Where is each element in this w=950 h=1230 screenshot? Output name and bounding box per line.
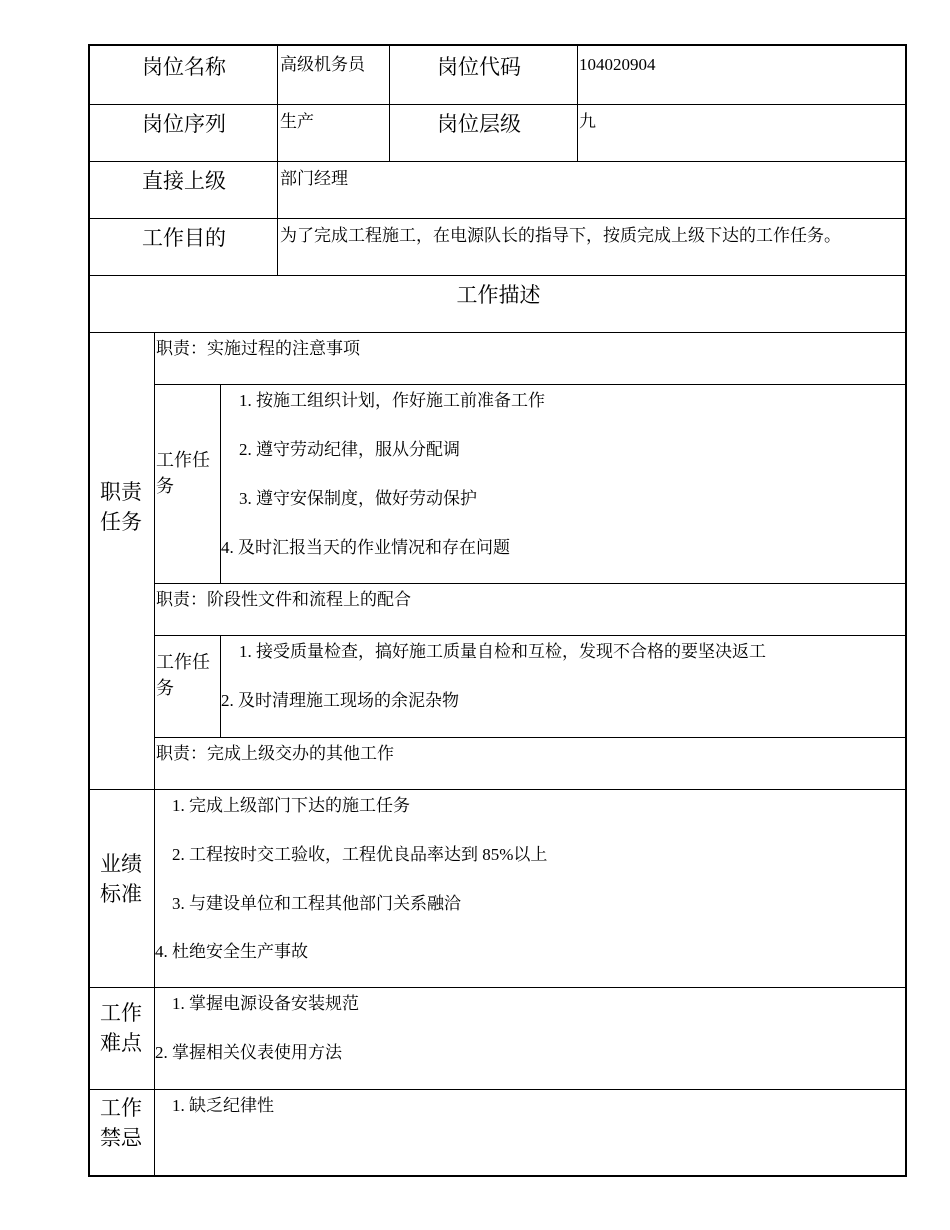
position-seq-label: 岗位序列 (142, 112, 226, 136)
purpose-value: 为了完成工程施工，在电源队长的指导下，按质完成上级下达的工作任务。 (280, 226, 841, 245)
duty1-task-4: 4. 及时汇报当天的作业情况和存在问题 (221, 538, 510, 557)
difficulties-label-line2: 难点 (100, 1031, 142, 1055)
difficulties-label-line1: 工作 (100, 1001, 142, 1025)
duties-label-line1: 职责 (100, 480, 142, 504)
row-divider (90, 218, 907, 219)
performance-item-4: 4. 杜绝安全生产事故 (155, 942, 308, 961)
difficulties-label (100, 998, 148, 1058)
purpose-label: 工作目的 (142, 226, 226, 250)
task-label-line2: 务 (156, 476, 174, 496)
performance-item-2: 2. 工程按时交工验收，工程优良品率达到 85%以上 (172, 845, 548, 864)
duty-3: 职责：完成上级交办的其他工作 (156, 744, 394, 763)
task-label-2 (156, 649, 216, 701)
position-name-label: 岗位名称 (142, 55, 226, 79)
divider (277, 104, 278, 161)
divider (220, 635, 221, 737)
position-code-value: 104020904 (579, 55, 656, 74)
performance-label-line1: 业绩 (100, 852, 142, 876)
performance-item-3: 3. 与建设单位和工程其他部门关系融洽 (172, 894, 461, 913)
performance-item-1: 1. 完成上级部门下达的施工任务 (172, 796, 410, 815)
superior-label: 直接上级 (142, 169, 226, 193)
duty-1: 职责：实施过程的注意事项 (156, 339, 360, 358)
duties-label-line2: 任务 (100, 510, 142, 534)
work-description-title: 工作描述 (456, 283, 541, 307)
row-divider (90, 987, 907, 988)
position-name-value: 高级机务员 (280, 55, 365, 74)
prohibitions-label-line2: 禁忌 (100, 1126, 142, 1150)
performance-label (100, 849, 148, 909)
task-label-line2: 务 (156, 678, 174, 698)
position-level-label: 岗位层级 (437, 112, 521, 136)
performance-label-line2: 标准 (100, 882, 142, 906)
difficulty-item-1: 1. 掌握电源设备安装规范 (172, 994, 359, 1013)
prohibitions-label (100, 1093, 148, 1153)
duty1-task-2: 2. 遵守劳动纪律，服从分配调 (239, 440, 460, 459)
duty-2: 职责：阶段性文件和流程上的配合 (156, 590, 411, 609)
position-code-label: 岗位代码 (437, 55, 521, 79)
task-label-1 (156, 447, 216, 499)
superior-value: 部门经理 (280, 169, 348, 188)
duty2-task-1: 1. 接受质量检查，搞好施工质量自检和互检，发现不合格的要坚决返工 (239, 642, 766, 661)
row-divider (154, 635, 907, 636)
row-divider (90, 161, 907, 162)
difficulty-item-2: 2. 掌握相关仪表使用方法 (155, 1043, 342, 1062)
duty1-task-3: 3. 遵守安保制度，做好劳动保护 (239, 489, 477, 508)
duty2-task-2: 2. 及时清理施工现场的余泥杂物 (221, 691, 459, 710)
divider (277, 46, 278, 104)
task-label-line1: 工作任 (156, 652, 210, 672)
prohibitions-label-line1: 工作 (100, 1096, 142, 1120)
row-divider (154, 583, 907, 584)
row-divider (154, 384, 907, 385)
row-divider (90, 1089, 907, 1090)
position-level-value: 九 (579, 112, 596, 131)
row-divider (90, 789, 907, 790)
duty1-task-1: 1. 按施工组织计划，作好施工前准备工作 (239, 391, 545, 410)
duties-label (100, 477, 148, 537)
task-label-line1: 工作任 (156, 450, 210, 470)
row-divider (154, 737, 907, 738)
position-seq-value: 生产 (280, 112, 314, 131)
row-divider (90, 332, 907, 333)
prohibition-item-1: 1. 缺乏纪律性 (172, 1096, 274, 1115)
row-divider (90, 104, 907, 105)
row-divider (90, 275, 907, 276)
job-description-table (88, 44, 907, 1177)
